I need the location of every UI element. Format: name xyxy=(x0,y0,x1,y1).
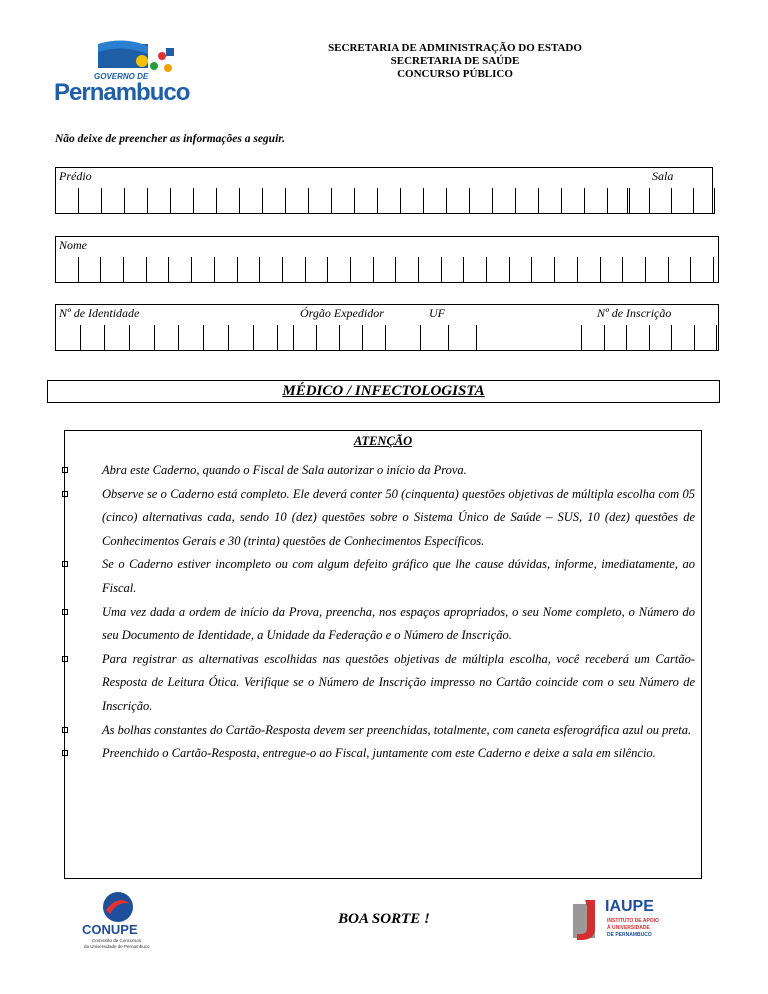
inscricao-label: Nº de Inscrição xyxy=(597,306,672,320)
orgao-label: Órgão Expedidor xyxy=(300,306,384,320)
orgao-cells[interactable] xyxy=(293,325,386,351)
identidade-field xyxy=(55,304,719,351)
identidade-label: Nº de Identidade xyxy=(59,306,140,320)
nome-field xyxy=(55,236,719,283)
sala-label: Sala xyxy=(652,169,674,183)
governo-pernambuco-logo xyxy=(50,38,200,104)
header-line-3: CONCURSO PÚBLICO xyxy=(397,68,513,80)
iaupe-sub-1: INSTITUTO DE APOIO xyxy=(607,918,659,924)
inscricao-cells[interactable] xyxy=(581,325,717,351)
list-item: Uma vez dada a ordem de início da Prova, preencha, nos espaços apropriados, o seu Nome completo, o Número do seu Documento de Identidade, a Unidade da Federação e o Número de Inscrição. xyxy=(65,601,703,648)
intro-instruction: Não deixe de preencher as informações a seguir. xyxy=(55,133,285,145)
identidade-cells[interactable] xyxy=(55,325,278,351)
predio-label: Prédio xyxy=(59,169,92,183)
checkbox-bullet-icon xyxy=(62,491,68,497)
iaupe-sub-2: À UNIVERSIDADE xyxy=(607,925,650,931)
exam-title-text: MÉDICO / INFECTOLOGISTA xyxy=(282,383,485,399)
iaupe-sub-3: DE PERNAMBUCO xyxy=(607,932,652,938)
conupe-text: CONUPE xyxy=(82,922,138,937)
list-item: Se o Caderno estiver incompleto ou com algum defeito gráfico que lhe cause dúvidas, informe, imediatamente, ao Fiscal. xyxy=(65,553,703,600)
atencao-box xyxy=(64,430,702,879)
logo-small-text: GOVERNO DE xyxy=(94,72,149,81)
list-item: Para registrar as alternativas escolhidas nas questões objetivas de múltipla escolha, você receberá um Cartão-Resposta de Leitura Ótica. Verifique se o Número de Inscrição impresso no Cartão coincide com o seu Número de Inscrição. xyxy=(65,648,703,719)
nome-label: Nome xyxy=(59,238,87,252)
header xyxy=(280,42,630,81)
nome-cells[interactable] xyxy=(55,257,714,283)
predio-sala-field xyxy=(55,167,713,214)
uf-cells[interactable] xyxy=(420,325,477,351)
conupe-sub-2: da Universidade de Pernambuco xyxy=(84,944,150,949)
list-item: Observe se o Caderno está completo. Ele deverá conter 50 (cinquenta) questões objetivas de múltipla escolha com 05 (cinco) alternativas cada, sendo 10 (dez) questões sobre o Sistema Único de Saúde – SUS, 10 (dez) questões de Conhecimentos Gerais e 30 (trinta) questões de Conhecimentos Específicos. xyxy=(65,483,703,554)
iaupe-logo xyxy=(571,898,681,944)
list-item: As bolhas constantes do Cartão-Resposta devem ser preenchidas, totalmente, com caneta esferográfica azul ou preta. xyxy=(65,719,703,743)
header-line-2: SECRETARIA DE SAÚDE xyxy=(390,55,520,67)
checkbox-bullet-icon xyxy=(62,656,68,662)
atencao-title: ATENÇÃO xyxy=(353,434,413,448)
atencao-list xyxy=(65,459,703,766)
sala-cells[interactable] xyxy=(627,188,715,214)
list-item: Abra este Caderno, quando o Fiscal de Sala autorizar o início da Prova. xyxy=(65,459,703,483)
exam-title xyxy=(47,380,720,403)
conupe-sub-1: Comissão de Concursos xyxy=(92,938,142,943)
header-line-1: SECRETARIA DE ADMINISTRAÇÃO DO ESTADO xyxy=(328,42,582,54)
checkbox-bullet-icon xyxy=(62,561,68,567)
checkbox-bullet-icon xyxy=(62,727,68,733)
logo-big-text: Pernambuco xyxy=(54,79,190,106)
iaupe-text: IAUPE xyxy=(605,898,654,915)
checkbox-bullet-icon xyxy=(62,609,68,615)
uf-label: UF xyxy=(429,306,445,320)
boa-sorte: BOA SORTE ! xyxy=(338,911,430,927)
checkbox-bullet-icon xyxy=(62,467,68,473)
list-item: Preenchido o Cartão-Resposta, entregue-o ao Fiscal, juntamente com este Caderno e deixe a sala em silêncio. xyxy=(65,742,703,766)
checkbox-bullet-icon xyxy=(62,750,68,756)
predio-cells[interactable] xyxy=(55,188,630,214)
